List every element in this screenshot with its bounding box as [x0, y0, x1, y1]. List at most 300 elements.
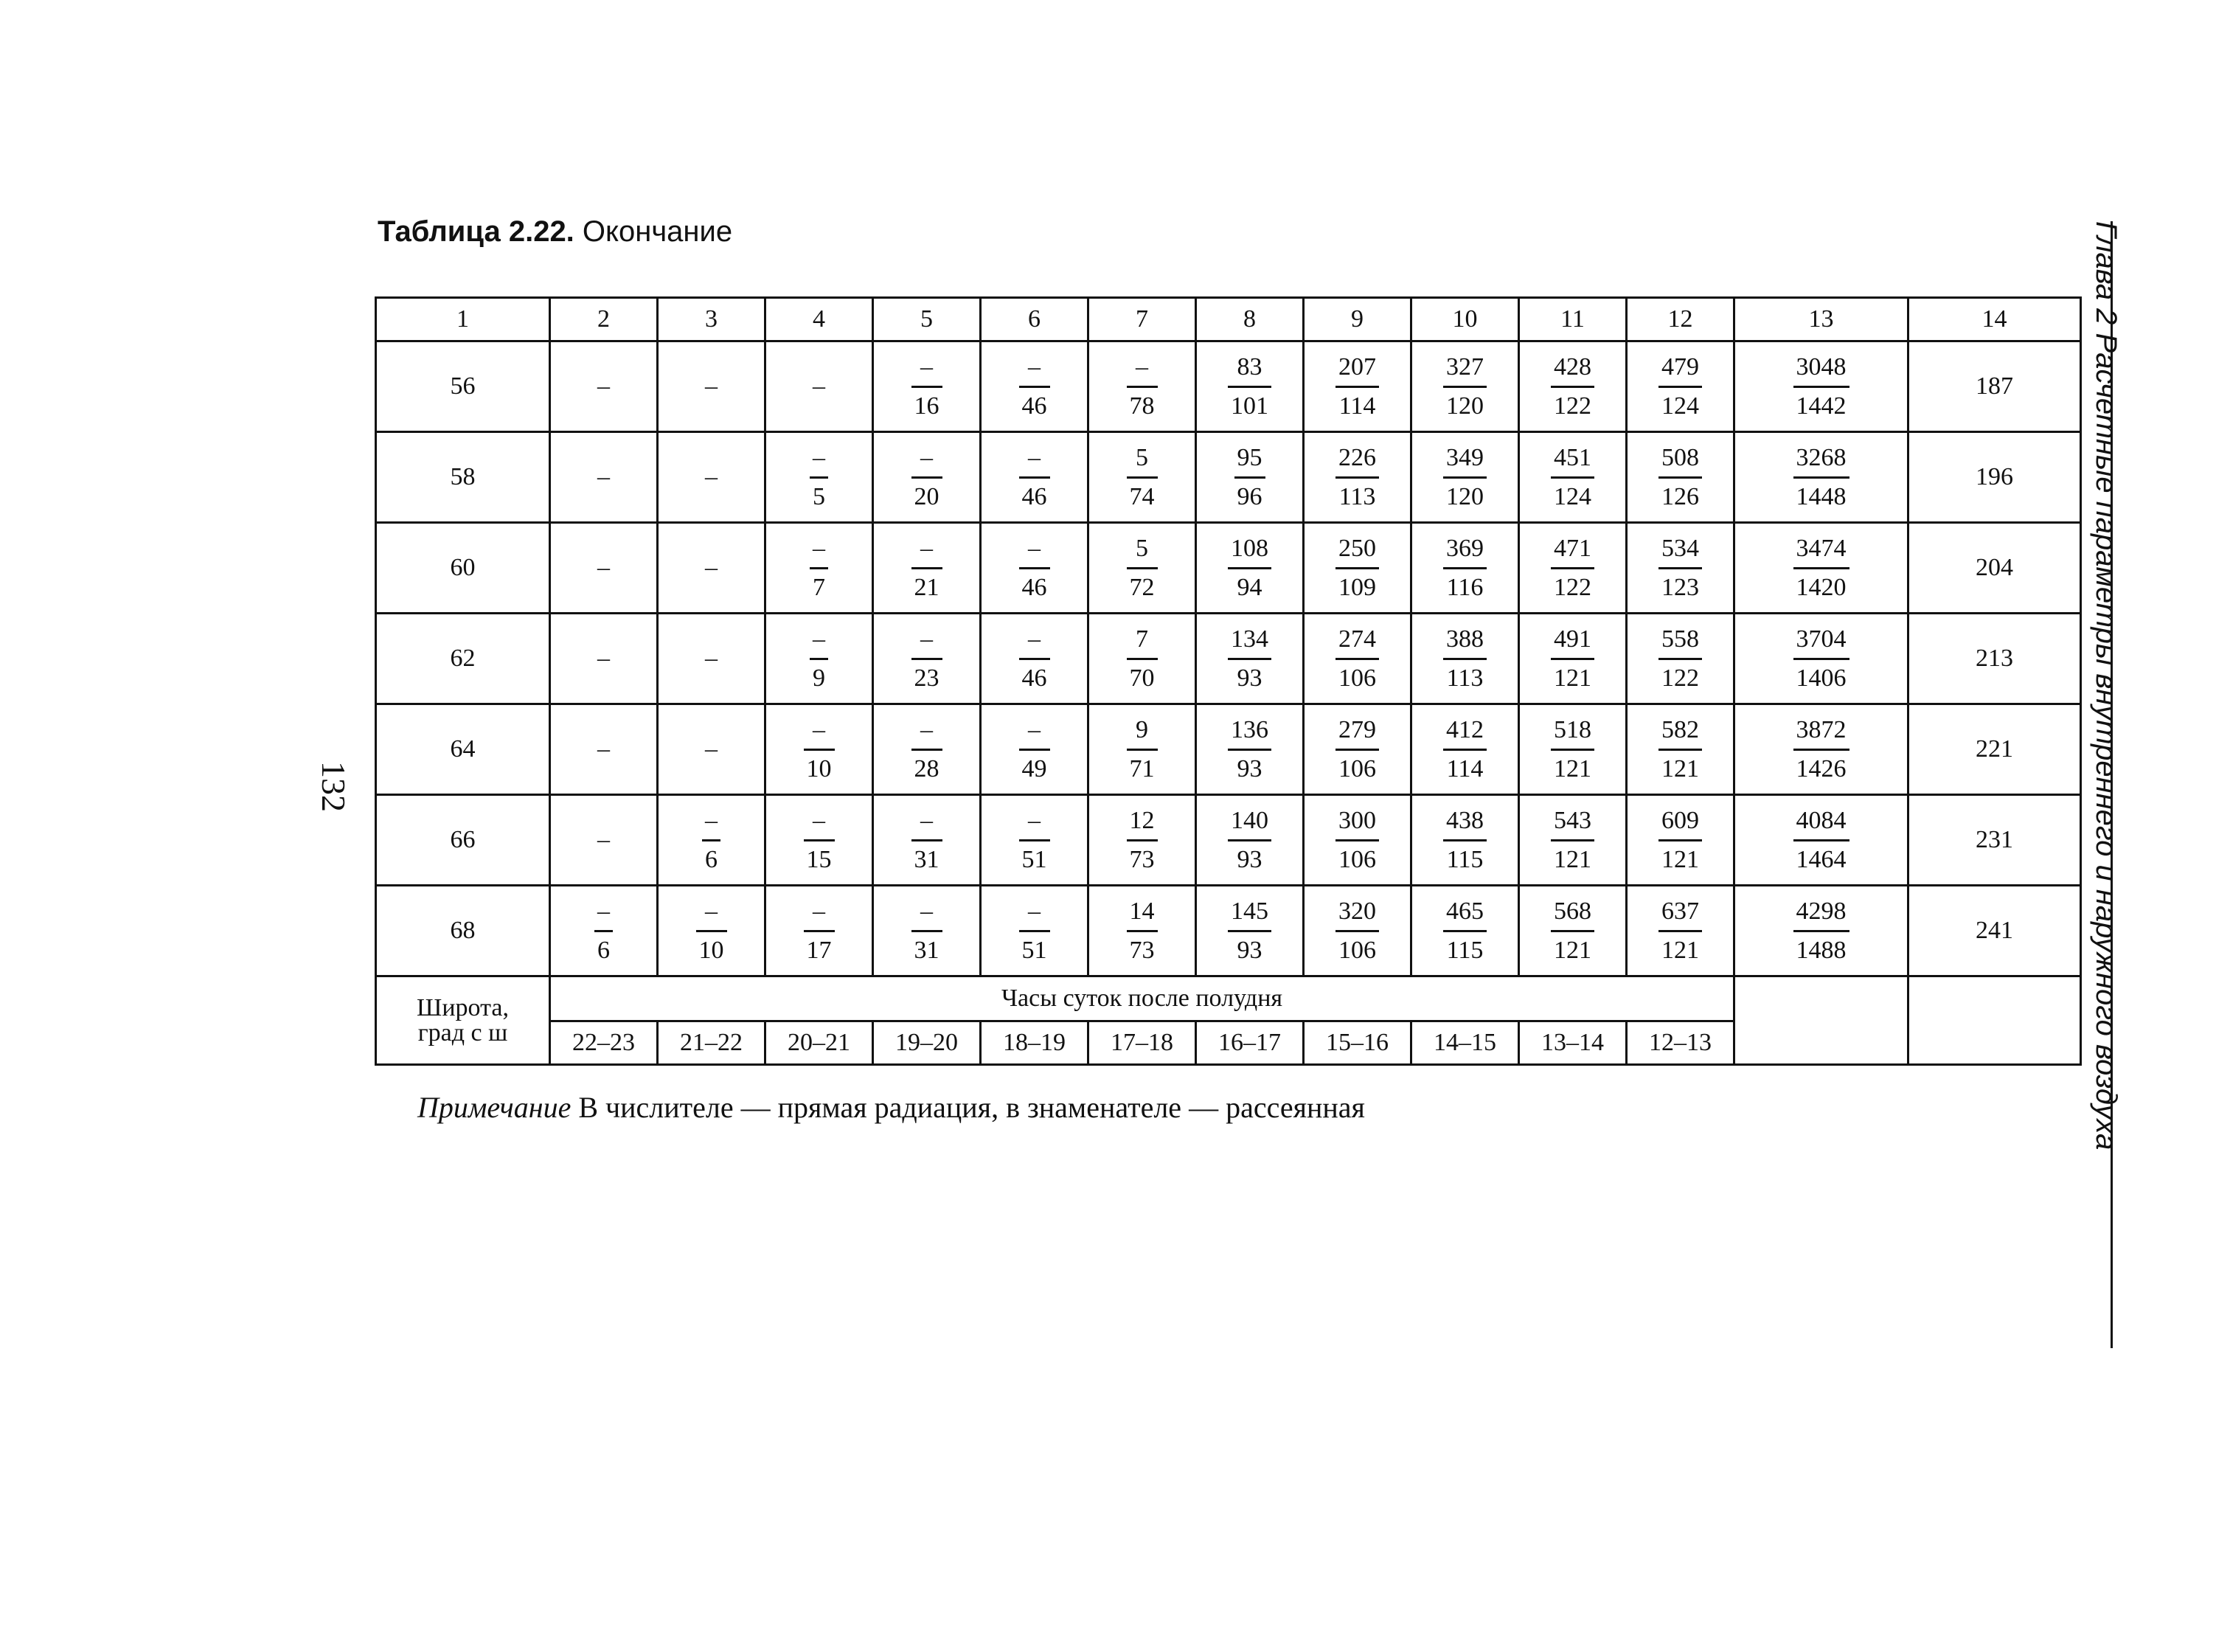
direct-radiation: 5	[1136, 443, 1148, 471]
radiation-cell	[765, 432, 873, 523]
empty-value: –	[705, 645, 718, 672]
radiation-cell	[1734, 704, 1908, 795]
direct-radiation: 3268	[1796, 443, 1847, 471]
direct-radiation: –	[920, 443, 933, 471]
diffuse-radiation: 121	[1551, 749, 1594, 782]
fraction	[1335, 536, 1379, 600]
fraction	[1228, 808, 1271, 872]
diffuse-radiation: 21	[911, 567, 942, 600]
fraction	[1443, 808, 1487, 872]
diffuse-radiation: 51	[1019, 930, 1050, 963]
table-caption-label: Таблица 2.22.	[378, 215, 574, 248]
diffuse-radiation: 1420	[1793, 567, 1849, 600]
direct-radiation: 534	[1661, 534, 1699, 562]
radiation-cell	[981, 795, 1088, 886]
table-row	[376, 523, 2081, 614]
column-number: 5	[873, 298, 981, 341]
fraction	[1551, 445, 1594, 510]
radiation-cell	[1627, 886, 1734, 976]
diffuse-radiation: 10	[696, 930, 727, 963]
fraction	[1658, 536, 1702, 600]
diffuse-radiation: 17	[804, 930, 835, 963]
radiation-cell	[981, 886, 1088, 976]
fraction	[1019, 627, 1050, 691]
fraction	[1335, 808, 1379, 872]
radiation-cell	[1411, 614, 1519, 704]
empty-value: –	[705, 372, 718, 400]
radiation-cell	[1519, 795, 1627, 886]
direct-radiation: 12	[1129, 806, 1155, 834]
fraction	[1443, 355, 1487, 419]
radiation-cell	[1088, 614, 1196, 704]
hour-range: 12–13	[1627, 1021, 1734, 1065]
diffuse-radiation: 101	[1228, 386, 1271, 419]
fraction	[1228, 355, 1271, 419]
diffuse-radiation: 71	[1127, 749, 1158, 782]
footer-row-title	[376, 976, 2081, 1021]
direct-radiation: –	[1028, 625, 1041, 653]
diffuse-radiation: 114	[1443, 749, 1487, 782]
diffuse-radiation: 70	[1127, 658, 1158, 691]
daily-total-cell: 213	[1908, 614, 2081, 704]
latitude-cell: 58	[376, 432, 550, 523]
column-number: 6	[981, 298, 1088, 341]
diffuse-radiation: 96	[1234, 476, 1265, 510]
radiation-cell	[1411, 886, 1519, 976]
radiation-cell	[658, 704, 765, 795]
radiation-cell	[1519, 432, 1627, 523]
direct-radiation: –	[920, 897, 933, 925]
radiation-cell	[873, 886, 981, 976]
radiation-cell	[1734, 432, 1908, 523]
direct-radiation: 388	[1446, 625, 1484, 653]
radiation-cell	[765, 704, 873, 795]
direct-radiation: 5	[1136, 534, 1148, 562]
fraction	[1658, 355, 1702, 419]
diffuse-radiation: 120	[1443, 386, 1487, 419]
diffuse-radiation: 121	[1658, 839, 1702, 872]
radiation-cell	[1196, 795, 1304, 886]
diffuse-radiation: 51	[1019, 839, 1050, 872]
hour-range: 21–22	[658, 1021, 765, 1065]
direct-radiation: –	[920, 625, 933, 653]
fraction	[1793, 627, 1849, 691]
fraction	[1228, 715, 1271, 782]
radiation-cell	[1088, 523, 1196, 614]
diffuse-radiation: 49	[1019, 749, 1050, 782]
table-caption	[378, 215, 732, 249]
fraction	[804, 899, 835, 963]
direct-radiation: –	[920, 715, 933, 743]
radiation-cell	[873, 432, 981, 523]
fraction	[1443, 715, 1487, 782]
direct-radiation: 369	[1446, 534, 1484, 562]
diffuse-radiation: 126	[1658, 476, 1702, 510]
radiation-cell	[550, 341, 658, 432]
diffuse-radiation: 1406	[1793, 658, 1849, 691]
daily-total-cell: 241	[1908, 886, 2081, 976]
column-number: 4	[765, 298, 873, 341]
radiation-cell	[550, 614, 658, 704]
direct-radiation: 582	[1661, 715, 1699, 743]
fraction	[804, 715, 835, 782]
diffuse-radiation: 121	[1658, 930, 1702, 963]
table-row	[376, 886, 2081, 976]
fraction	[1228, 899, 1271, 963]
direct-radiation: 250	[1338, 534, 1376, 562]
direct-radiation: –	[813, 806, 825, 834]
table-row	[376, 432, 2081, 523]
diffuse-radiation: 46	[1019, 386, 1050, 419]
latitude-cell: 62	[376, 614, 550, 704]
radiation-cell	[658, 795, 765, 886]
direct-radiation: 140	[1231, 806, 1268, 834]
fraction	[1019, 715, 1050, 782]
fraction	[1127, 899, 1158, 963]
radiation-cell	[1088, 341, 1196, 432]
diffuse-radiation: 73	[1127, 930, 1158, 963]
direct-radiation: –	[920, 806, 933, 834]
direct-radiation: 451	[1554, 443, 1591, 471]
radiation-cell	[1304, 614, 1411, 704]
diffuse-radiation: 109	[1335, 567, 1379, 600]
direct-radiation: 327	[1446, 353, 1484, 381]
radiation-cell	[981, 614, 1088, 704]
radiation-cell	[765, 795, 873, 886]
direct-radiation: 9	[1136, 715, 1148, 743]
radiation-cell	[1734, 341, 1908, 432]
fraction	[1228, 536, 1271, 600]
radiation-cell	[981, 341, 1088, 432]
radiation-cell	[1088, 795, 1196, 886]
diffuse-radiation: 6	[702, 839, 720, 872]
diffuse-radiation: 122	[1658, 658, 1702, 691]
diffuse-radiation: 23	[911, 658, 942, 691]
fraction	[1793, 445, 1849, 510]
fraction	[911, 899, 942, 963]
hour-range: 19–20	[873, 1021, 981, 1065]
direct-radiation: 479	[1661, 353, 1699, 381]
fraction	[1127, 808, 1158, 872]
diffuse-radiation: 120	[1443, 476, 1487, 510]
empty-value: –	[597, 372, 610, 400]
diffuse-radiation: 93	[1228, 930, 1271, 963]
fraction	[804, 808, 835, 872]
direct-radiation: 568	[1554, 897, 1591, 925]
hour-range: 14–15	[1411, 1021, 1519, 1065]
direct-radiation: –	[813, 625, 825, 653]
radiation-cell	[1519, 341, 1627, 432]
fraction	[1793, 808, 1849, 872]
radiation-cell	[658, 614, 765, 704]
fraction	[1551, 355, 1594, 419]
radiation-cell	[550, 795, 658, 886]
fraction	[810, 627, 828, 691]
direct-radiation: 136	[1231, 715, 1268, 743]
solar-radiation-table	[375, 296, 2082, 1066]
diffuse-radiation: 124	[1658, 386, 1702, 419]
fraction	[1658, 808, 1702, 872]
fraction	[1793, 899, 1849, 963]
radiation-cell	[550, 523, 658, 614]
table-row	[376, 795, 2081, 886]
diffuse-radiation: 6	[594, 930, 613, 963]
direct-radiation: 4298	[1796, 897, 1847, 925]
fraction	[1443, 899, 1487, 963]
fraction	[1658, 627, 1702, 691]
latitude-cell: 66	[376, 795, 550, 886]
hour-range: 13–14	[1519, 1021, 1627, 1065]
column-number: 14	[1908, 298, 2081, 341]
column-number: 2	[550, 298, 658, 341]
direct-radiation: 558	[1661, 625, 1699, 653]
latitude-label-text: Широта, град с ш	[417, 993, 509, 1047]
empty-value: –	[597, 554, 610, 581]
diffuse-radiation: 94	[1228, 567, 1271, 600]
diffuse-radiation: 1448	[1793, 476, 1849, 510]
diffuse-radiation: 46	[1019, 658, 1050, 691]
direct-radiation: 438	[1446, 806, 1484, 834]
fraction	[911, 355, 942, 419]
direct-radiation: 274	[1338, 625, 1376, 653]
latitude-cell: 56	[376, 341, 550, 432]
fraction	[911, 715, 942, 782]
table-row	[376, 704, 2081, 795]
direct-radiation: 471	[1554, 534, 1591, 562]
radiation-cell	[1627, 795, 1734, 886]
diffuse-radiation: 7	[810, 567, 828, 600]
diffuse-radiation: 106	[1335, 930, 1379, 963]
column-number: 12	[1627, 298, 1734, 341]
latitude-label	[376, 976, 550, 1065]
fraction	[810, 536, 828, 600]
direct-radiation: 4084	[1796, 806, 1847, 834]
table-row	[376, 614, 2081, 704]
direct-radiation: 3704	[1796, 625, 1847, 653]
radiation-cell	[1196, 704, 1304, 795]
latitude-cell: 60	[376, 523, 550, 614]
direct-radiation: 134	[1231, 625, 1268, 653]
radiation-cell	[1304, 704, 1411, 795]
empty-value: –	[597, 645, 610, 672]
fraction	[1127, 536, 1158, 600]
radiation-cell	[1411, 432, 1519, 523]
empty-value: –	[705, 463, 718, 490]
radiation-cell	[1734, 614, 1908, 704]
radiation-cell	[658, 341, 765, 432]
fraction	[1443, 627, 1487, 691]
fraction	[911, 808, 942, 872]
radiation-cell	[873, 523, 981, 614]
radiation-cell	[1196, 523, 1304, 614]
radiation-cell	[1627, 341, 1734, 432]
direct-radiation: 226	[1338, 443, 1376, 471]
table-caption-suffix: Окончание	[582, 215, 733, 248]
direct-radiation: 95	[1237, 443, 1262, 471]
radiation-cell	[981, 523, 1088, 614]
fraction	[1019, 808, 1050, 872]
direct-radiation: 108	[1231, 534, 1268, 562]
diffuse-radiation: 113	[1335, 476, 1379, 510]
fraction	[1127, 715, 1158, 782]
diffuse-radiation: 115	[1443, 839, 1487, 872]
latitude-cell: 68	[376, 886, 550, 976]
direct-radiation: 3474	[1796, 534, 1847, 562]
diffuse-radiation: 28	[911, 749, 942, 782]
direct-radiation: –	[1136, 353, 1148, 381]
fraction	[1335, 899, 1379, 963]
radiation-cell	[658, 432, 765, 523]
diffuse-radiation: 5	[810, 476, 828, 510]
radiation-cell	[1627, 523, 1734, 614]
direct-radiation: 349	[1446, 443, 1484, 471]
empty-value: –	[705, 735, 718, 763]
fraction	[1019, 536, 1050, 600]
radiation-cell	[1519, 886, 1627, 976]
radiation-cell	[1734, 523, 1908, 614]
radiation-cell	[1304, 432, 1411, 523]
radiation-cell	[658, 523, 765, 614]
radiation-cell	[873, 341, 981, 432]
radiation-cell	[1196, 341, 1304, 432]
fraction	[1228, 627, 1271, 691]
radiation-cell	[1196, 886, 1304, 976]
hour-range: 15–16	[1304, 1021, 1411, 1065]
fraction	[1127, 355, 1158, 419]
empty-value: –	[597, 463, 610, 490]
diffuse-radiation: 1426	[1793, 749, 1849, 782]
radiation-cell	[1519, 704, 1627, 795]
direct-radiation: –	[1028, 715, 1041, 743]
column-number: 1	[376, 298, 550, 341]
fraction	[1551, 899, 1594, 963]
fraction	[810, 445, 828, 510]
diffuse-radiation: 121	[1658, 749, 1702, 782]
daily-total-cell: 187	[1908, 341, 2081, 432]
direct-radiation: 320	[1338, 897, 1376, 925]
table-note	[417, 1090, 1365, 1125]
radiation-cell	[1088, 704, 1196, 795]
radiation-cell	[765, 341, 873, 432]
direct-radiation: 543	[1554, 806, 1591, 834]
direct-radiation: –	[920, 353, 933, 381]
diffuse-radiation: 114	[1335, 386, 1379, 419]
radiation-cell	[1304, 341, 1411, 432]
fraction	[1335, 715, 1379, 782]
hour-range: 22–23	[550, 1021, 658, 1065]
fraction	[1443, 445, 1487, 510]
diffuse-radiation: 93	[1228, 839, 1271, 872]
fraction	[1551, 715, 1594, 782]
fraction	[1658, 715, 1702, 782]
column-number: 3	[658, 298, 765, 341]
column-number: 7	[1088, 298, 1196, 341]
fraction	[1019, 899, 1050, 963]
empty-value: –	[813, 372, 825, 400]
direct-radiation: 14	[1129, 897, 1155, 925]
diffuse-radiation: 122	[1551, 386, 1594, 419]
running-head: Глава 2 Расчетные параметры внутреннего и наружного воздуха	[2090, 221, 2122, 1150]
direct-radiation: –	[813, 897, 825, 925]
diffuse-radiation: 1442	[1793, 386, 1849, 419]
radiation-cell	[658, 886, 765, 976]
diffuse-radiation: 106	[1335, 658, 1379, 691]
radiation-cell	[1734, 795, 1908, 886]
direct-radiation: –	[705, 897, 718, 925]
diffuse-radiation: 106	[1335, 749, 1379, 782]
fraction	[911, 445, 942, 510]
page-number: 132	[315, 761, 352, 812]
diffuse-radiation: 123	[1658, 567, 1702, 600]
direct-radiation: 609	[1661, 806, 1699, 834]
fraction	[1019, 355, 1050, 419]
direct-radiation: 465	[1446, 897, 1484, 925]
diffuse-radiation: 46	[1019, 476, 1050, 510]
direct-radiation: 3048	[1796, 353, 1847, 381]
fraction	[1335, 445, 1379, 510]
empty-value: –	[597, 735, 610, 763]
radiation-cell	[1411, 795, 1519, 886]
radiation-cell	[550, 886, 658, 976]
diffuse-radiation: 16	[911, 386, 942, 419]
column-number: 8	[1196, 298, 1304, 341]
radiation-cell	[873, 795, 981, 886]
empty-footer-cell	[1734, 976, 1908, 1065]
diffuse-radiation: 121	[1551, 658, 1594, 691]
hour-range: 16–17	[1196, 1021, 1304, 1065]
daily-total-cell: 196	[1908, 432, 2081, 523]
hour-range: 20–21	[765, 1021, 873, 1065]
fraction	[1443, 536, 1487, 600]
diffuse-radiation: 121	[1551, 930, 1594, 963]
diffuse-radiation: 46	[1019, 567, 1050, 600]
radiation-cell	[1411, 341, 1519, 432]
column-number: 9	[1304, 298, 1411, 341]
latitude-cell: 64	[376, 704, 550, 795]
empty-footer-cell	[1908, 976, 2081, 1065]
fraction	[696, 899, 727, 963]
direct-radiation: –	[597, 897, 610, 925]
direct-radiation: 7	[1136, 625, 1148, 653]
direct-radiation: 207	[1338, 353, 1376, 381]
diffuse-radiation: 15	[804, 839, 835, 872]
diffuse-radiation: 31	[911, 839, 942, 872]
fraction	[1658, 445, 1702, 510]
direct-radiation: –	[813, 534, 825, 562]
diffuse-radiation: 116	[1443, 567, 1487, 600]
radiation-cell	[1411, 523, 1519, 614]
radiation-cell	[1088, 886, 1196, 976]
radiation-cell	[1304, 523, 1411, 614]
direct-radiation: 508	[1661, 443, 1699, 471]
empty-value: –	[705, 554, 718, 581]
direct-radiation: –	[1028, 443, 1041, 471]
radiation-cell	[1734, 886, 1908, 976]
note-text: В числителе — прямая радиация, в знаменателе — рассеянная	[578, 1091, 1365, 1124]
radiation-cell	[765, 886, 873, 976]
radiation-cell	[550, 704, 658, 795]
table-row	[376, 341, 2081, 432]
diffuse-radiation: 124	[1551, 476, 1594, 510]
radiation-cell	[1627, 432, 1734, 523]
direct-radiation: 637	[1661, 897, 1699, 925]
diffuse-radiation: 106	[1335, 839, 1379, 872]
diffuse-radiation: 74	[1127, 476, 1158, 510]
radiation-cell	[1196, 432, 1304, 523]
column-number: 10	[1411, 298, 1519, 341]
empty-value: –	[597, 826, 610, 853]
fraction	[1019, 445, 1050, 510]
